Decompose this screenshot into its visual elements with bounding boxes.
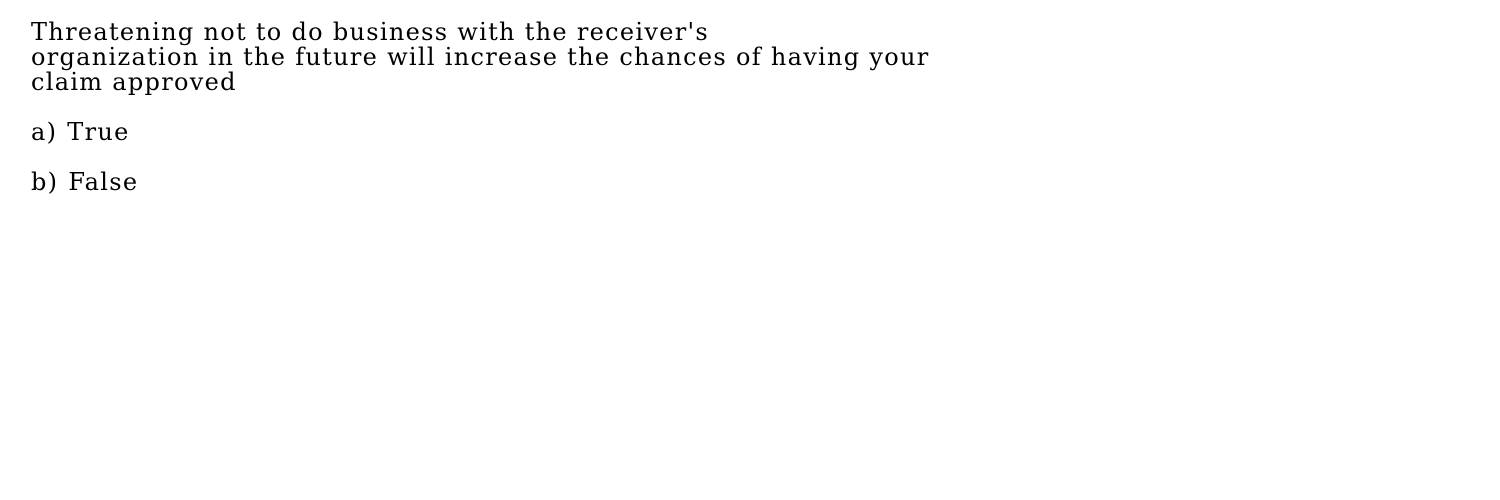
question-line: claim approved <box>31 68 237 96</box>
option-label: True <box>67 118 130 146</box>
question-line: organization in the future will increase the chances of having your <box>31 43 930 71</box>
answer-options <box>31 120 138 220</box>
option-marker: b) <box>31 168 59 196</box>
option-a[interactable] <box>31 120 138 145</box>
question-text <box>31 20 1031 95</box>
option-b[interactable] <box>31 170 138 195</box>
option-marker: a) <box>31 118 58 146</box>
question-line: Threatening not to do business with the receiver's <box>31 18 709 46</box>
option-label: False <box>68 168 139 196</box>
